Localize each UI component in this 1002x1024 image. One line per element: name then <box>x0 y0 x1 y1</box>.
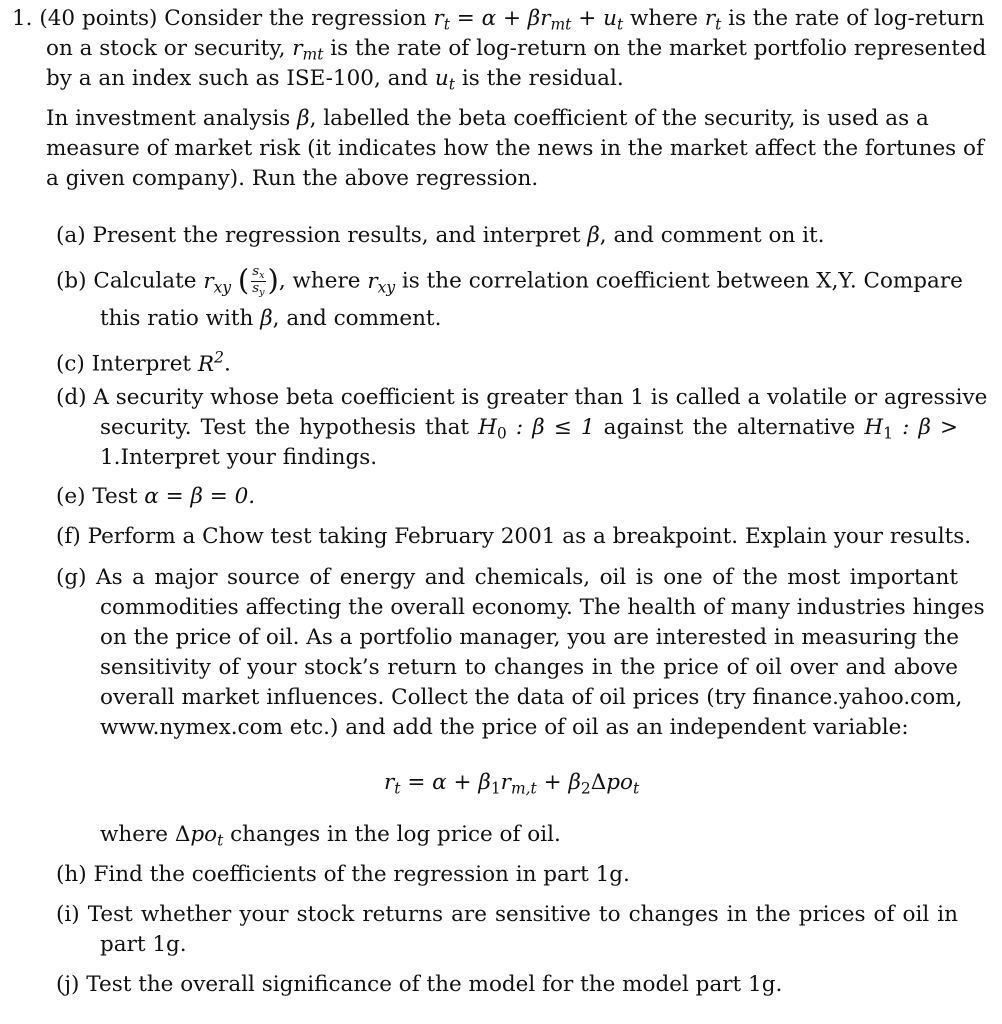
part-g-line-3: on the price of oil. As a portfolio manager, you are interested in measuring the <box>100 625 960 650</box>
paragraph-2-line-2: measure of market risk (it indicates how the news in the market affect the fortunes of <box>46 136 984 161</box>
part-label: (h) <box>56 862 87 887</box>
alternative-hypothesis: $H_1$ : β > <box>864 415 958 443</box>
question-number: 1. <box>12 6 33 31</box>
question-points: (40 points) <box>39 6 158 31</box>
paragraph-2-line-3: a given company). Run the above regression. <box>46 166 539 191</box>
part-e: (e) Test α = β = 0. <box>56 484 256 509</box>
part-b: (b) Calculate $r_{xy}$ ( $\frac{s_x}{s_y}$ ), where $r_{xy}$ is the correlation coefficient between X,Y. Compare <box>56 263 963 299</box>
part-i: (i) Test whether your stock returns are sensitive to changes in the prices of oil in <box>56 902 958 927</box>
part-f: (f) Perform a Chow test taking February 2001 as a breakpoint. Explain your results. <box>56 524 972 549</box>
part-d-line-2: security. Test the hypothesis that $H_0$ : β ≤ 1 against the alternative $H_1$ : β > <box>100 415 958 443</box>
part-label: (b) <box>56 268 87 294</box>
part-label: (g) <box>56 565 87 590</box>
part-d-line-3: 1.Interpret your findings. <box>100 445 378 470</box>
part-label: (a) <box>56 223 86 248</box>
question-line-3: by a an index such as ISE-100, and $u_t$ is the residual. <box>46 66 624 94</box>
part-g-line-5: overall market influences. Collect the data of oil prices (try finance.yahoo.com, <box>100 685 963 710</box>
part-a: (a) Present the regression results, and interpret β, and comment on it. <box>56 223 825 248</box>
part-label: (j) <box>56 972 80 997</box>
part-g-line-4: sensitivity of your stock’s return to changes in the price of oil over and above <box>100 655 958 680</box>
part-d: (d) A security whose beta coefficient is greater than 1 is called a volatile or agressive <box>56 385 988 410</box>
regression-equation: $r_t = \alpha + \beta r_{mt} + u_t$ <box>433 6 624 34</box>
question-line-2: on a stock or security, $r_{mt}$ is the rate of log-return on the market portfolio represented <box>46 36 987 64</box>
part-g-line-2: commodities affecting the overall economy. The health of many industries hinges <box>100 595 985 620</box>
paragraph-2-line-1: In investment analysis β, labelled the beta coefficient of the security, is used as a <box>46 106 929 131</box>
part-label: (c) <box>56 351 85 377</box>
part-g-line-6: www.nymex.com etc.) and add the price of oil as an independent variable: <box>100 715 909 740</box>
part-label: (f) <box>56 524 81 549</box>
oil-regression-equation: $r_t = \alpha + \beta_1r_{m,t} + \beta_2\Delta po_t$ <box>384 770 640 798</box>
part-label: (e) <box>56 484 86 509</box>
part-h: (h) Find the coefficients of the regression in part 1g. <box>56 862 630 887</box>
part-i-line-2: part 1g. <box>100 932 187 957</box>
null-hypothesis: $H_0$ : β ≤ 1 <box>478 415 595 443</box>
part-c: (c) Interpret $R^2$. <box>56 348 231 377</box>
part-g-where: where Δpo$_t$ changes in the log price of oil. <box>100 822 561 850</box>
part-g: (g) As a major source of energy and chemicals, oil is one of the most important <box>56 565 958 590</box>
part-label: (i) <box>56 902 80 927</box>
part-j: (j) Test the overall significance of the model for the model part 1g. <box>56 972 783 997</box>
question-line-1: 1. (40 points) Consider the regression $r_t = \alpha + \beta r_{mt} + u_t$ where $r_t$ is the rate of log-return <box>12 6 985 34</box>
part-b-line-2: this ratio with β, and comment. <box>100 306 442 331</box>
sx-over-sy-fraction: $\frac{s_x}{s_y}$ <box>252 264 265 299</box>
part-label: (d) <box>56 385 87 410</box>
